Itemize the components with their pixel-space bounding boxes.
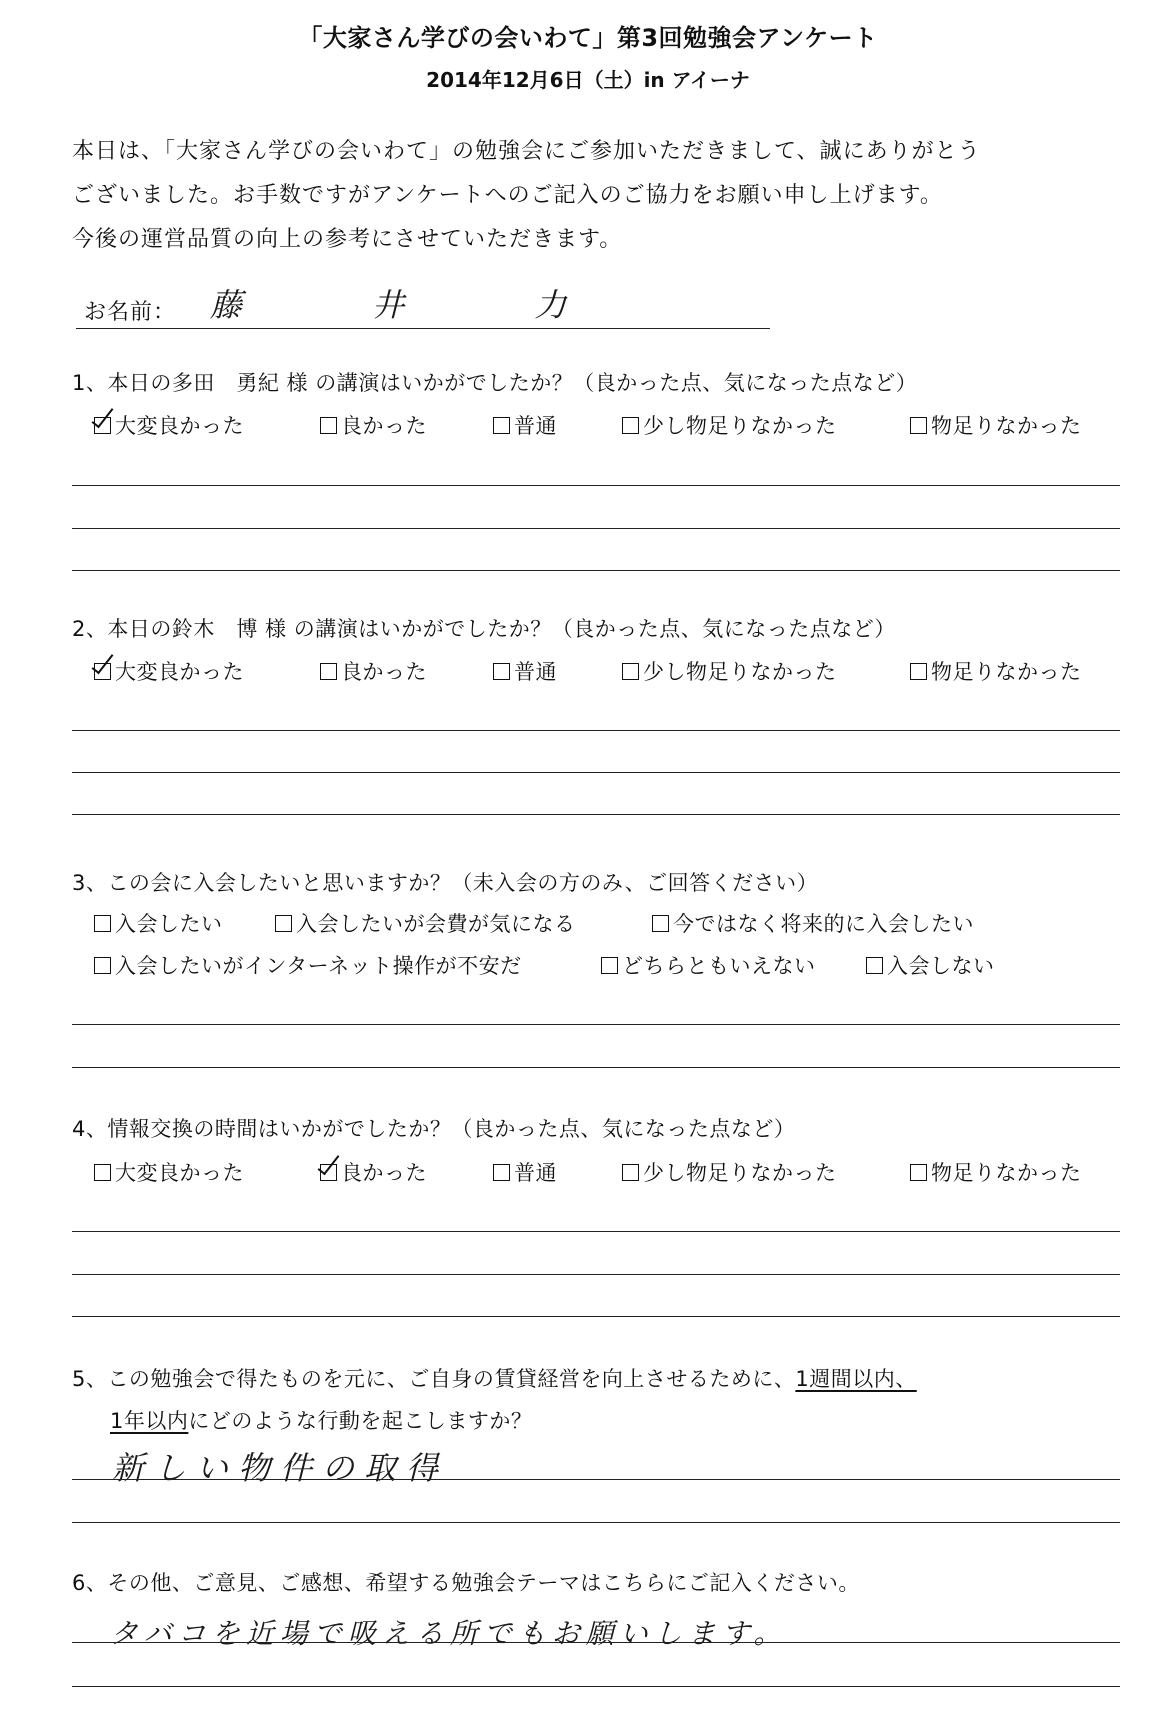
intro-line-3: 今後の運営品質の向上の参考にさせていただきます。: [72, 227, 623, 252]
q4-option-1-label: 大変良かった: [115, 1161, 244, 1185]
q2-answer-line-3[interactable]: [72, 814, 1120, 815]
q4-option-2-label: 良かった: [341, 1161, 427, 1185]
q4-checkbox-5[interactable]: [910, 1164, 927, 1181]
q2-option-3[interactable]: [493, 656, 557, 686]
q2-checkbox-1[interactable]: [94, 663, 111, 680]
q3-answer-line-1[interactable]: [72, 1024, 1120, 1025]
q2-option-1-label: 大変良かった: [115, 660, 244, 684]
q1-option-4[interactable]: [622, 410, 837, 440]
q3-checkbox-3[interactable]: [652, 915, 669, 932]
q4-option-3[interactable]: [493, 1157, 557, 1187]
q1-option-2[interactable]: [320, 410, 427, 440]
q4-checkbox-2[interactable]: [320, 1164, 337, 1181]
q2-checkbox-3[interactable]: [493, 663, 510, 680]
q5-text-post: にどのような行動を起こしますか？: [188, 1409, 533, 1433]
q3-checkbox-4[interactable]: [94, 957, 111, 974]
q2-option-5-label: 物足りなかった: [931, 660, 1082, 684]
q3-option-4[interactable]: [94, 950, 522, 980]
q2-checkbox-2[interactable]: [320, 663, 337, 680]
q4-checkbox-4[interactable]: [622, 1164, 639, 1181]
q3-option-4-label: 入会したいがインターネット操作が不安だ: [115, 954, 522, 978]
q3-option-6[interactable]: [866, 950, 995, 980]
q3-option-5[interactable]: [601, 950, 816, 980]
q2-checkbox-5[interactable]: [910, 663, 927, 680]
q2-option-2[interactable]: [320, 656, 427, 686]
q3-option-6-label: 入会しない: [887, 954, 995, 978]
q5-text-underlined-1: 1週間以内、: [795, 1367, 917, 1391]
q5-text-underlined-2: 1年以内: [110, 1409, 189, 1433]
q1-option-3-label: 普通: [514, 414, 557, 438]
page-title: 「大家さん学びの会いわて」第3回勉強会アンケート: [298, 24, 878, 52]
q1-option-1-label: 大変良かった: [115, 414, 244, 438]
q1-checkbox-3[interactable]: [493, 417, 510, 434]
q5-text-line-2: [110, 1405, 532, 1435]
q4-text: 4、情報交換の時間はいかがでしたか？（良かった点、気になった点など）: [72, 1117, 796, 1141]
q3-checkbox-6[interactable]: [866, 957, 883, 974]
q4-answer-line-2[interactable]: [72, 1274, 1120, 1275]
q4-option-5-label: 物足りなかった: [931, 1161, 1082, 1185]
name-value-handwritten[interactable]: 藤 井 力: [210, 286, 627, 324]
q3-option-1-label: 入会したい: [115, 912, 223, 936]
q3-option-3[interactable]: [652, 908, 974, 938]
name-label: お名前：: [84, 300, 177, 325]
q4-option-2[interactable]: [320, 1157, 427, 1187]
q5-text-line-1: [72, 1363, 917, 1393]
q1-option-2-label: 良かった: [341, 414, 427, 438]
q3-text: 3、この会に入会したいと思いますか？（未入会の方のみ、ご回答ください）: [72, 871, 819, 895]
q5-answer-handwritten[interactable]: 新しい物件の取得: [112, 1449, 449, 1487]
q2-option-5[interactable]: [910, 656, 1082, 686]
page-subtitle: 2014年12月6日（土）in アイーナ: [426, 68, 750, 92]
q4-option-5[interactable]: [910, 1157, 1082, 1187]
q3-option-5-label: どちらともいえない: [622, 954, 816, 978]
q2-option-1[interactable]: [94, 656, 244, 686]
intro-line-2: ございました。お手数ですがアンケートへのご記入のご協力をお願い申し上げます。: [72, 183, 943, 208]
q3-option-2[interactable]: [275, 908, 576, 938]
q5-answer-line-1[interactable]: [72, 1479, 1120, 1480]
q1-answer-line-1[interactable]: [72, 485, 1120, 486]
q1-checkbox-5[interactable]: [910, 417, 927, 434]
q6-answer-line-2[interactable]: [72, 1686, 1120, 1687]
q4-answer-line-3[interactable]: [72, 1316, 1120, 1317]
q1-answer-line-2[interactable]: [72, 528, 1120, 529]
q5-answer-line-2[interactable]: [72, 1522, 1120, 1523]
q3-answer-line-2[interactable]: [72, 1067, 1120, 1068]
q1-answer-line-3[interactable]: [72, 570, 1120, 571]
q1-option-1[interactable]: [94, 410, 244, 440]
q1-checkbox-2[interactable]: [320, 417, 337, 434]
q2-text: 2、本日の鈴木 博 様 の講演はいかがでしたか？（良かった点、気になった点など）: [72, 617, 896, 641]
q2-option-2-label: 良かった: [341, 660, 427, 684]
q4-checkbox-1[interactable]: [94, 1164, 111, 1181]
q1-option-5-label: 物足りなかった: [931, 414, 1082, 438]
name-underline: [76, 328, 770, 329]
q1-option-5[interactable]: [910, 410, 1082, 440]
q4-answer-line-1[interactable]: [72, 1231, 1120, 1232]
q4-checkbox-3[interactable]: [493, 1164, 510, 1181]
q2-option-4-label: 少し物足りなかった: [643, 660, 837, 684]
q6-answer-handwritten[interactable]: タバコを近場で吸える所でもお願いします。: [110, 1617, 788, 1650]
q2-option-4[interactable]: [622, 656, 837, 686]
intro-line-1: 本日は、「大家さん学びの会いわて」の勉強会にご参加いただきまして、誠にありがとう: [72, 139, 981, 164]
q1-checkbox-4[interactable]: [622, 417, 639, 434]
q3-checkbox-5[interactable]: [601, 957, 618, 974]
q1-text: 1、本日の多田 勇紀 様 の講演はいかがでしたか？（良かった点、気になった点など）: [72, 371, 918, 395]
q2-checkbox-4[interactable]: [622, 663, 639, 680]
q5-text-pre: 5、この勉強会で得たものを元に、ご自身の賃貸経営を向上させるために、: [72, 1367, 796, 1391]
q1-option-4-label: 少し物足りなかった: [643, 414, 837, 438]
q3-checkbox-1[interactable]: [94, 915, 111, 932]
q6-answer-line-1[interactable]: [72, 1642, 1120, 1643]
q3-option-1[interactable]: [94, 908, 223, 938]
q4-option-3-label: 普通: [514, 1161, 557, 1185]
q4-option-1[interactable]: [94, 1157, 244, 1187]
q3-option-2-label: 入会したいが会費が気になる: [296, 912, 576, 936]
q2-answer-line-1[interactable]: [72, 730, 1120, 731]
q2-option-3-label: 普通: [514, 660, 557, 684]
q2-answer-line-2[interactable]: [72, 772, 1120, 773]
q6-text: 6、その他、ご意見、ご感想、希望する勉強会テーマはこちらにご記入ください。: [72, 1571, 860, 1595]
q1-option-3[interactable]: [493, 410, 557, 440]
q4-option-4[interactable]: [622, 1157, 837, 1187]
q4-option-4-label: 少し物足りなかった: [643, 1161, 837, 1185]
q1-checkbox-1[interactable]: [94, 417, 111, 434]
q3-checkbox-2[interactable]: [275, 915, 292, 932]
q3-option-3-label: 今ではなく将来的に入会したい: [673, 912, 974, 936]
